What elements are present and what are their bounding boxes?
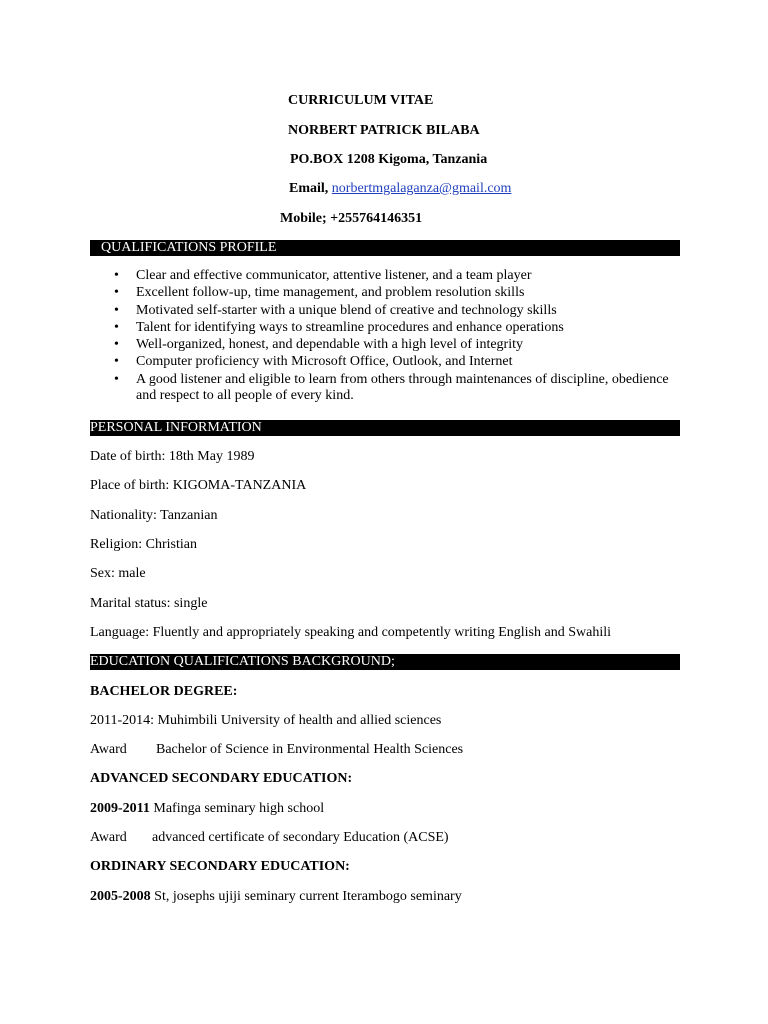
- list-item: • Well-organized, honest, and dependable with a high level of integrity: [114, 337, 523, 353]
- applicant-name: NORBERT PATRICK BILABA: [288, 123, 480, 138]
- email-line: [289, 181, 511, 197]
- sex: Sex: male: [90, 566, 146, 581]
- list-item: • Excellent follow-up, time management, and problem resolution skills: [114, 285, 525, 301]
- bullet-icon: •: [114, 371, 119, 387]
- list-item: • A good listener and eligible to learn from others through maintenances of discipline, obedience and respect to all people of every kind.: [114, 371, 669, 404]
- bullet-icon: •: [114, 302, 119, 318]
- email-link[interactable]: norbertmgalaganza@gmail.com: [331, 181, 512, 196]
- list-item: • Motivated self-starter with a unique blend of creative and technology skills: [114, 302, 557, 318]
- nationality: Nationality: Tanzanian: [90, 508, 218, 523]
- marital-status: Marital status: single: [90, 596, 208, 611]
- qualifications-list: [108, 268, 688, 406]
- bachelor-award: [90, 742, 463, 758]
- award-label: Award: [90, 742, 127, 757]
- bullet-icon: •: [114, 319, 119, 335]
- place-of-birth: Place of birth: KIGOMA-TANZANIA: [90, 478, 307, 493]
- section-header-qualifications: QUALIFICATIONS PROFILE: [90, 240, 680, 256]
- religion: Religion: Christian: [90, 537, 197, 552]
- advanced-secondary-award: [90, 830, 449, 846]
- list-item: • Computer proficiency with Microsoft Office, Outlook, and Internet: [114, 354, 513, 370]
- list-item: • Talent for identifying ways to streamline procedures and enhance operations: [114, 319, 564, 335]
- bullet-icon: •: [114, 285, 119, 301]
- email-label: Email,: [289, 181, 329, 196]
- bullet-icon: •: [114, 337, 119, 353]
- school-name: Mafinga seminary high school: [149, 801, 325, 816]
- bullet-icon: •: [114, 268, 119, 283]
- bachelor-degree-title: BACHELOR DEGREE:: [90, 684, 238, 699]
- date-of-birth: Date of birth: 18th May 1989: [90, 449, 255, 464]
- section-header-personal-information: PERSONAL INFORMATION: [90, 420, 680, 436]
- advanced-secondary-title: ADVANCED SECONDARY EDUCATION:: [90, 771, 353, 786]
- award-value: Bachelor of Science in Environmental Health Sciences: [156, 742, 464, 757]
- bachelor-period: 2011-2014: Muhimbili University of health and allied sciences: [90, 713, 442, 728]
- award-label: Award: [90, 830, 127, 845]
- cv-title: CURRICULUM VITAE: [288, 93, 434, 108]
- school-name: St, josephs ujiji seminary current Iterambogo seminary: [150, 889, 462, 904]
- section-header-education: EDUCATION QUALIFICATIONS BACKGROUND;: [90, 654, 680, 670]
- advanced-secondary-school: [90, 801, 324, 817]
- years: 2009-2011: [90, 801, 150, 816]
- postal-address: PO.BOX 1208 Kigoma, Tanzania: [290, 152, 488, 167]
- mobile-number: Mobile; +255764146351: [280, 211, 423, 226]
- years: 2005-2008: [90, 889, 151, 904]
- ordinary-secondary-school: [90, 889, 462, 905]
- award-value: advanced certificate of secondary Education (ACSE): [152, 830, 449, 845]
- bullet-icon: •: [114, 354, 119, 370]
- list-item: • Clear and effective communicator, attentive listener, and a team player: [114, 268, 532, 283]
- languages: Language: Fluently and appropriately speaking and competently writing English and Swahili: [90, 625, 611, 640]
- ordinary-secondary-title: ORDINARY SECONDARY EDUCATION:: [90, 859, 350, 874]
